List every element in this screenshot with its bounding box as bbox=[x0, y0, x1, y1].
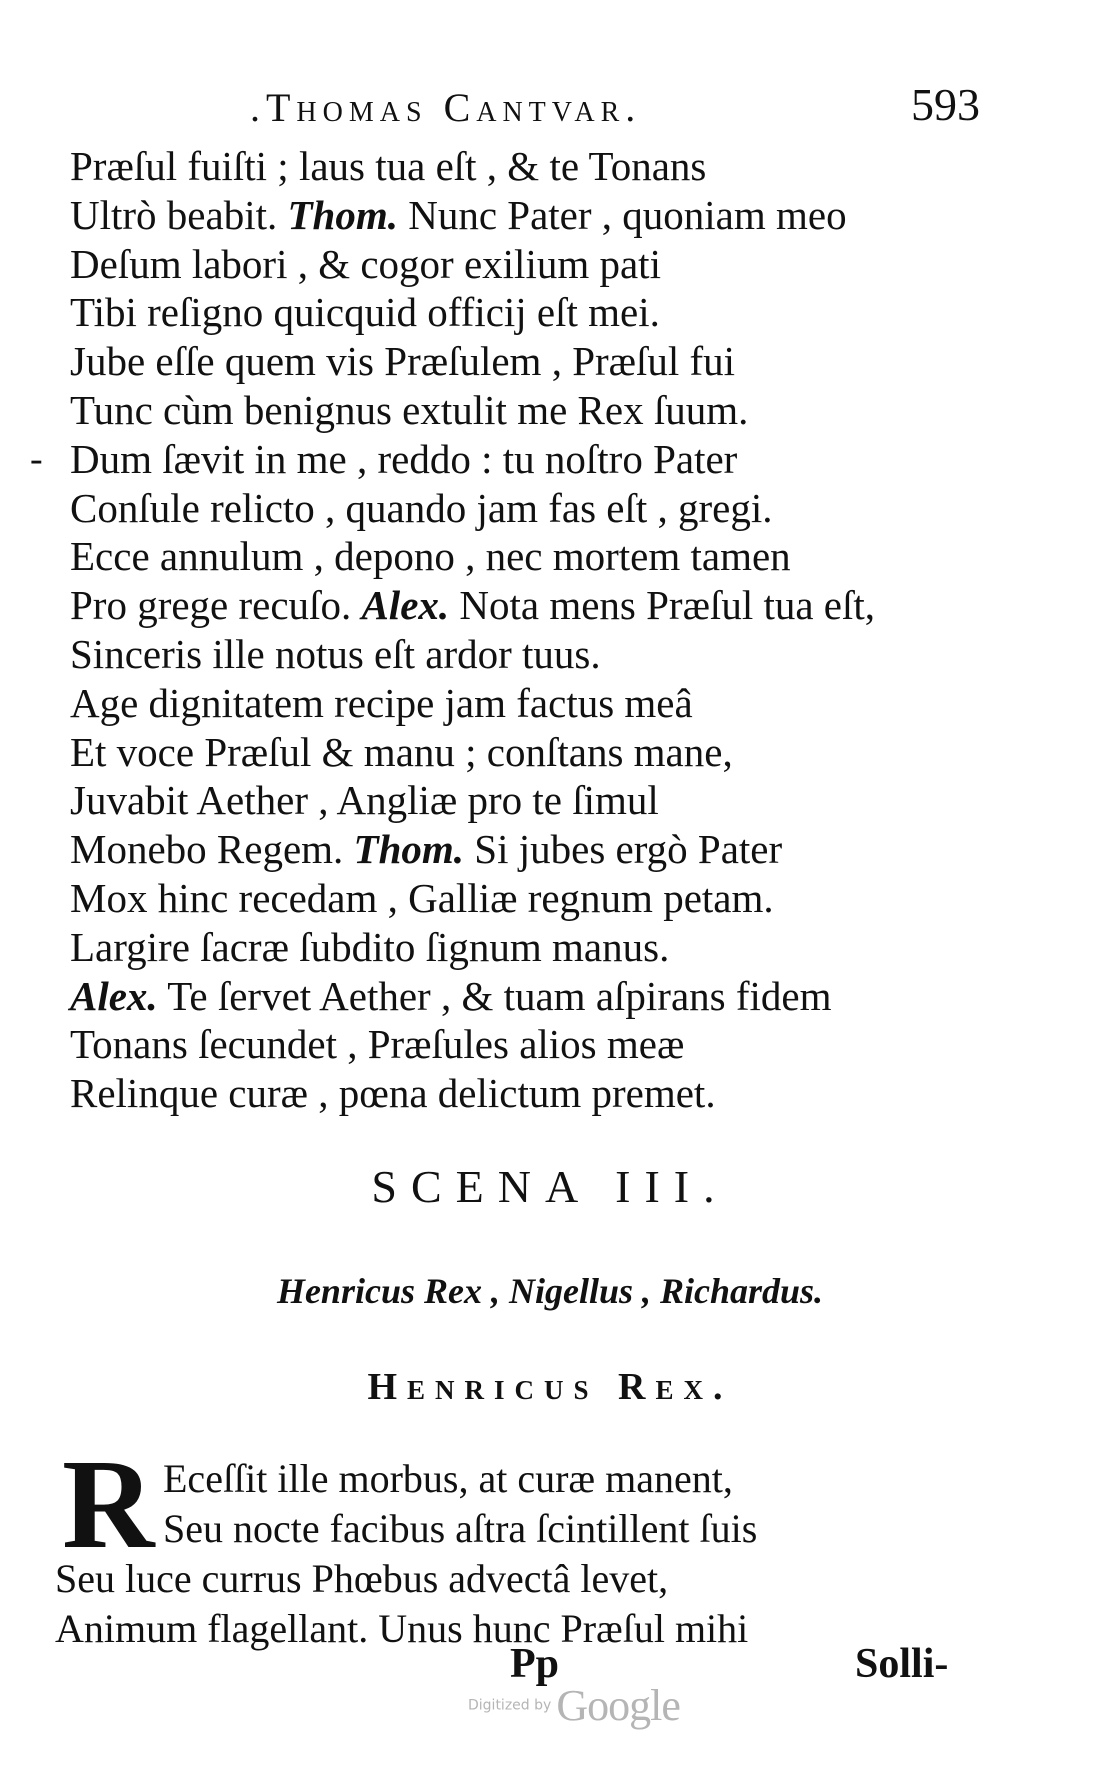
verse-line bbox=[70, 728, 970, 777]
dramatis-personae: Henricus Rex , Nigellus , Richardus. bbox=[276, 1271, 824, 1311]
verse-block-2 bbox=[55, 1454, 955, 1654]
verse-line bbox=[70, 679, 970, 728]
verse-line bbox=[70, 142, 970, 191]
drop-cap: R bbox=[62, 1433, 155, 1575]
catchword: Solli- bbox=[855, 1641, 949, 1687]
verse-line bbox=[70, 1069, 970, 1118]
verse-text: Te ſervet Aether , & tuam aſpirans fidem bbox=[157, 972, 832, 1019]
verse-text: Eceſſit ille morbus, at curæ manent, bbox=[163, 1456, 733, 1501]
verse-text: Tibi reſigno quicquid officij eſt mei. bbox=[70, 289, 660, 336]
verse-text: Præſul fuiſti ; laus tua eſt , & te Tonans bbox=[70, 143, 707, 189]
page-header bbox=[250, 78, 1010, 138]
verse-line bbox=[70, 874, 970, 923]
speaker-abbrev: Thom. bbox=[287, 191, 398, 238]
verse-text: Conſule relicto , quando jam fas eſt , gregi. bbox=[70, 484, 773, 531]
verse-text: Ultrò beabit. bbox=[70, 191, 288, 238]
verse-text: Juvabit Aether , Angliæ pro te ſimul bbox=[70, 777, 659, 824]
verse-text: Sinceris ille notus eſt ardor tuus. bbox=[70, 630, 601, 677]
google-logo: Google bbox=[556, 1681, 680, 1730]
verse-line bbox=[70, 923, 970, 972]
verse-text: Pro grege recuſo. bbox=[70, 582, 362, 629]
google-watermark bbox=[468, 1680, 680, 1731]
verse-text: Tonans ſecundet , Præſules alios meæ bbox=[70, 1021, 685, 1068]
verse-text: Mox hinc recedam , Galliæ regnum petam. bbox=[70, 874, 774, 921]
verse-text: Jube eſſe quem vis Præſulem , Præſul fui bbox=[70, 338, 736, 385]
verse-text: Deſum labori , & cogor exilium pati bbox=[70, 240, 661, 287]
signature-mark: Pp bbox=[510, 1641, 560, 1687]
page-number: 593 bbox=[911, 79, 980, 130]
verse-line bbox=[30, 435, 970, 484]
verse-text: Age dignitatem recipe jam factus meâ bbox=[70, 679, 693, 726]
verse-line bbox=[70, 288, 970, 337]
verse-text: Animum flagellant. Unus hunc Præſul mihi bbox=[55, 1606, 749, 1651]
speaker-abbrev: Alex. bbox=[70, 972, 158, 1019]
verse-text: Et voce Præſul & manu ; conſtans mane, bbox=[70, 728, 733, 775]
verse-line bbox=[55, 1554, 955, 1604]
verse-line bbox=[70, 972, 970, 1021]
verse-line bbox=[55, 1604, 955, 1654]
speaker-abbrev: Thom. bbox=[353, 826, 465, 873]
speaker-heading: Henricus Rex. bbox=[367, 1366, 733, 1408]
verse-line bbox=[70, 240, 970, 289]
verse-text: Dum ſævit in me , reddo : tu noſtro Pater bbox=[70, 435, 738, 482]
verse-line bbox=[70, 1020, 970, 1069]
verse-line bbox=[70, 484, 970, 533]
watermark-prefix: Digitized by bbox=[468, 1697, 552, 1714]
verse-text: Si jubes ergò Pater bbox=[464, 826, 783, 873]
verse-text: Nunc Pater , quoniam meo bbox=[397, 191, 847, 238]
verse-text: Relinque curæ , pœna delictum premet. bbox=[70, 1070, 716, 1117]
verse-text: Ecce annulum , depono , nec mortem tamen bbox=[70, 533, 791, 580]
verse-line bbox=[70, 825, 970, 874]
verse-line bbox=[55, 1504, 955, 1554]
verse-line bbox=[70, 630, 970, 679]
verse-text: Seu nocte facibus aſtra ſcintillent ſuis bbox=[163, 1506, 758, 1551]
verse-text: Nota mens Præſul tua eſt, bbox=[449, 582, 876, 629]
running-title: .Thomas Cantvar. bbox=[250, 85, 642, 130]
verse-line bbox=[70, 581, 970, 630]
verse-text: Largire ſacræ ſubdito ſignum manus. bbox=[70, 923, 670, 970]
verse-line bbox=[70, 337, 970, 386]
verse-line bbox=[70, 532, 970, 581]
verse-line bbox=[70, 191, 970, 240]
scene-heading: SCENA III. bbox=[371, 1161, 729, 1212]
verse-block-1 bbox=[30, 142, 970, 1118]
verse-line bbox=[70, 776, 970, 825]
verse-text: Tunc cùm benignus extulit me Rex ſuum. bbox=[70, 386, 749, 433]
margin-mark: - bbox=[30, 437, 43, 480]
speaker-abbrev: Alex. bbox=[361, 582, 450, 629]
verse-line bbox=[70, 386, 970, 435]
verse-text: Seu luce currus Phœbus advectâ levet, bbox=[55, 1556, 669, 1601]
verse-text: Monebo Regem. bbox=[70, 826, 354, 873]
verse-line bbox=[55, 1454, 955, 1504]
